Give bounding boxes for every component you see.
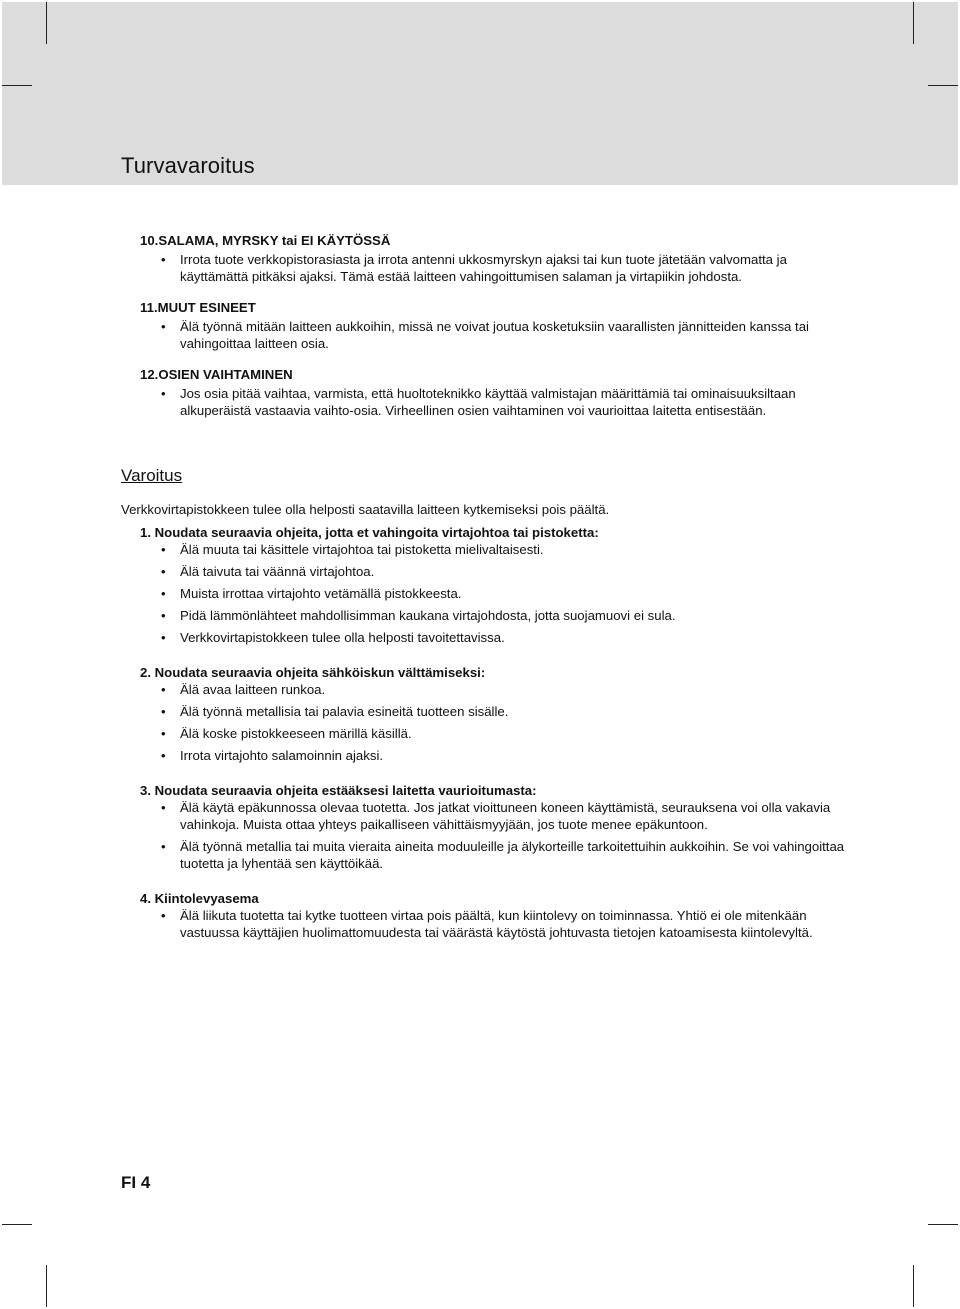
warning-group-electric-shock [121, 664, 851, 764]
list-item: • Älä työnnä metallia tai muita vieraita aineita moduuleille ja älykorteille tarkoitettuihin aukkoihin. Se voi vahingoittaa tuotetta ja lyhentää sen käyttöikää. [121, 838, 851, 872]
list-item: • Älä työnnä mitään laitteen aukkoihin, missä ne voivat joutua kosketuksiin vaarallisten jännitteiden kanssa tai vahingoittaa laitteen osia. [121, 318, 851, 352]
bullet-list [121, 251, 851, 285]
section-heading: 11.MUUT ESINEET [140, 300, 256, 315]
group-heading: 1. Noudata seuraavia ohjeita, jotta et vahingoita virtajohtoa tai pistoketta: [140, 525, 599, 540]
crop-mark-bottom-left-horizontal [2, 1224, 32, 1225]
page-number: FI 4 [121, 1173, 151, 1192]
safety-sections [121, 232, 851, 419]
crop-mark-top-right-vertical [913, 2, 914, 44]
bullet-list [121, 681, 851, 764]
crop-mark-bottom-right-horizontal [928, 1224, 958, 1225]
warning-group-power-cord [121, 524, 851, 646]
list-item: • Älä käytä epäkunnossa olevaa tuotetta. Jos jatkat vioittuneen koneen käyttämistä, seurauksena voi olla vakavia vahinkoja. Muista ottaa yhteys paikalliseen vähittäismyyjään, jos tuote menee epäkuntoon. [121, 799, 851, 833]
crop-mark-top-left-horizontal [2, 85, 32, 86]
crop-mark-bottom-right-vertical [913, 1265, 914, 1307]
list-item: • Älä muuta tai käsittele virtajohtoa tai pistoketta mielivaltaisesti. [121, 541, 851, 558]
list-item: • Älä liikuta tuotetta tai kytke tuotteen virtaa pois päältä, kun kiintolevy on toiminnassa. Yhtiö ei ole mitenkään vastuussa käyttäjien huolimattomuudesta tai väärästä käytöstä johtuvasta tietojen katoamisesta kiintolevyltä. [121, 907, 851, 941]
list-item: • Jos osia pitää vaihtaa, varmista, että huoltoteknikko käyttää valmistajan määrittämiä tai ominaisuuksiltaan alkuperäistä vastaavia vaihto-osia. Virheellinen osien vaihtaminen voi vaurioittaa laitetta entisestään. [121, 385, 851, 419]
warning-body [121, 501, 851, 946]
bullet-list [121, 541, 851, 646]
list-item: • Älä työnnä metallisia tai palavia esineitä tuotteen sisälle. [121, 703, 851, 720]
list-item: • Verkkovirtapistokkeen tulee olla helposti tavoitettavissa. [121, 629, 851, 646]
bullet-list [121, 385, 851, 419]
group-heading: 2. Noudata seuraavia ohjeita sähköiskun välttämiseksi: [140, 665, 486, 680]
crop-mark-top-right-horizontal [928, 85, 958, 86]
section-replacement-parts [121, 366, 851, 419]
page-title: Turvavaroitus [121, 153, 255, 178]
bullet-list [121, 907, 851, 941]
warning-group-device-damage [121, 782, 851, 872]
bullet-list [121, 318, 851, 352]
section-heading: 10.SALAMA, MYRSKY tai EI KÄYTÖSSÄ [140, 233, 391, 248]
list-item: • Muista irrottaa virtajohto vetämällä pistokkeesta. [121, 585, 851, 602]
list-item: • Irrota tuote verkkopistorasiasta ja irrota antenni ukkosmyrskyn ajaksi tai kun tuote jätetään valvomatta ja käyttämättä pitkäksi ajaksi. Tämä estää laitteen vahingoittumisen salaman ja virtapiikin johdosta. [121, 251, 851, 285]
group-heading: 3. Noudata seuraavia ohjeita estääksesi laitetta vaurioitumasta: [140, 783, 537, 798]
list-item: • Irrota virtajohto salamoinnin ajaksi. [121, 747, 851, 764]
group-heading: 4. Kiintolevyasema [140, 891, 259, 906]
bullet-list [121, 799, 851, 872]
list-item: • Pidä lämmönlähteet mahdollisimman kaukana virtajohdosta, jotta suojamuovi ei sula. [121, 607, 851, 624]
list-item: • Älä taivuta tai väännä virtajohtoa. [121, 563, 851, 580]
crop-mark-bottom-left-vertical [46, 1265, 47, 1307]
warning-intro: Verkkovirtapistokkeen tulee olla helposti saatavilla laitteen kytkemiseksi pois päältä. [121, 502, 610, 517]
section-heading: 12.OSIEN VAIHTAMINEN [140, 367, 293, 382]
section-lightning [121, 232, 851, 285]
section-foreign-objects [121, 299, 851, 352]
crop-mark-top-left-vertical [46, 2, 47, 44]
list-item: • Älä koske pistokkeeseen märillä käsillä. [121, 725, 851, 742]
warning-title: Varoitus [121, 466, 183, 485]
list-item: • Älä avaa laitteen runkoa. [121, 681, 851, 698]
warning-group-hard-drive [121, 890, 851, 941]
